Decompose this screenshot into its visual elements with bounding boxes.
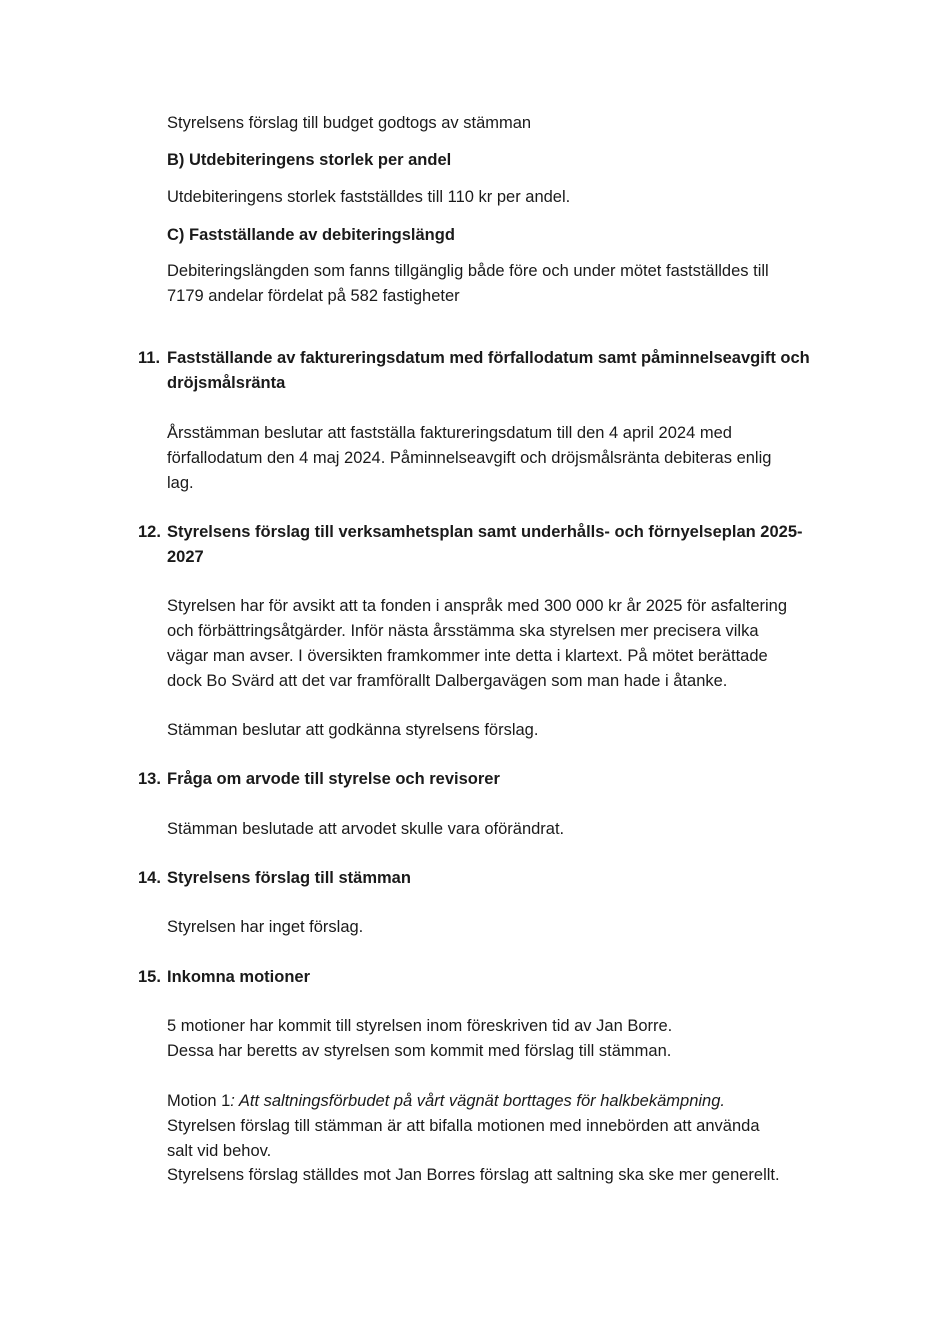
section-12-text-line-2: och förbättringsåtgärder. Inför nästa årsstämma ska styrelsen mer precisera vilka (167, 622, 759, 640)
section-11-number: 11. (138, 349, 161, 367)
section-12-text-line-3: vägar man avser. I översikten framkommer inte detta i klartext. På mötet berättade (167, 647, 768, 665)
section-12-decision-text: Stämman beslutar att godkänna styrelsens förslag. (167, 721, 539, 739)
section-12-number: 12. (138, 523, 161, 541)
section-15-heading: Inkomna motioner (167, 968, 311, 986)
section-11-heading-line-2: dröjsmålsränta (167, 374, 286, 392)
section-15-text-line-3: Styrelsen förslag till stämman är att bifalla motionen med innebörden att använda (167, 1117, 760, 1135)
section-12-heading-line-2: 2027 (167, 548, 204, 566)
section-12-text-line-4: dock Bo Svärd att det var framförallt Dalbergavägen som man hade i åtanke. (167, 672, 728, 690)
section-15-text-line-2: Dessa har beretts av styrelsen som kommit med förslag till stämman. (167, 1042, 672, 1060)
subheading-c: C) Fastställande av debiteringslängd (167, 226, 455, 244)
section-11-text-line-3: lag. (167, 474, 194, 492)
section-12-text-line-1: Styrelsen har för avsikt att ta fonden i anspråk med 300 000 kr år 2025 för asfaltering (167, 597, 788, 615)
section-11-text-line-2: förfallodatum den 4 maj 2024. Påminnelseavgift och dröjsmålsränta debiteras enlig (167, 449, 772, 467)
section-15-text-line-1: 5 motioner har kommit till styrelsen inom föreskriven tid av Jan Borre. (167, 1017, 673, 1035)
section-14-number: 14. (138, 869, 161, 887)
section-11-text-line-1: Årsstämman beslutar att fastställa faktureringsdatum till den 4 april 2024 med (167, 424, 732, 442)
motion-1-line (167, 1089, 725, 1114)
section-15-number: 15. (138, 968, 161, 986)
budget-approval-text: Styrelsens förslag till budget godtogs av stämman (167, 114, 532, 132)
section-14-text: Styrelsen har inget förslag. (167, 918, 364, 936)
subheading-b: B) Utdebiteringens storlek per andel (167, 151, 452, 169)
section-13-text: Stämman beslutade att arvodet skulle vara oförändrat. (167, 820, 565, 838)
section-15-text-line-5: Styrelsens förslag ställdes mot Jan Borres förslag att saltning ska ske mer generellt. (167, 1166, 780, 1184)
motion-1-title: : Att saltningsförbudet på vårt vägnät borttages för halkbekämpning. (230, 1092, 725, 1110)
subsection-c-line-1: Debiteringslängden som fanns tillgänglig både före och under mötet fastställdes till (167, 262, 769, 280)
subsection-b-text: Utdebiteringens storlek fastställdes till 110 kr per andel. (167, 188, 571, 206)
section-13-number: 13. (138, 770, 161, 788)
motion-1-label: Motion 1 (167, 1092, 231, 1110)
section-12-heading-line-1: Styrelsens förslag till verksamhetsplan samt underhålls- och förnyelseplan 2025- (167, 523, 803, 541)
section-15-text-line-4: salt vid behov. (167, 1142, 272, 1160)
section-11-heading-line-1: Fastställande av faktureringsdatum med förfallodatum samt påminnelseavgift och (167, 349, 810, 367)
subsection-c-line-2: 7179 andelar fördelat på 582 fastigheter (167, 287, 460, 305)
section-14-heading: Styrelsens förslag till stämman (167, 869, 411, 887)
section-13-heading: Fråga om arvode till styrelse och revisorer (167, 770, 500, 788)
